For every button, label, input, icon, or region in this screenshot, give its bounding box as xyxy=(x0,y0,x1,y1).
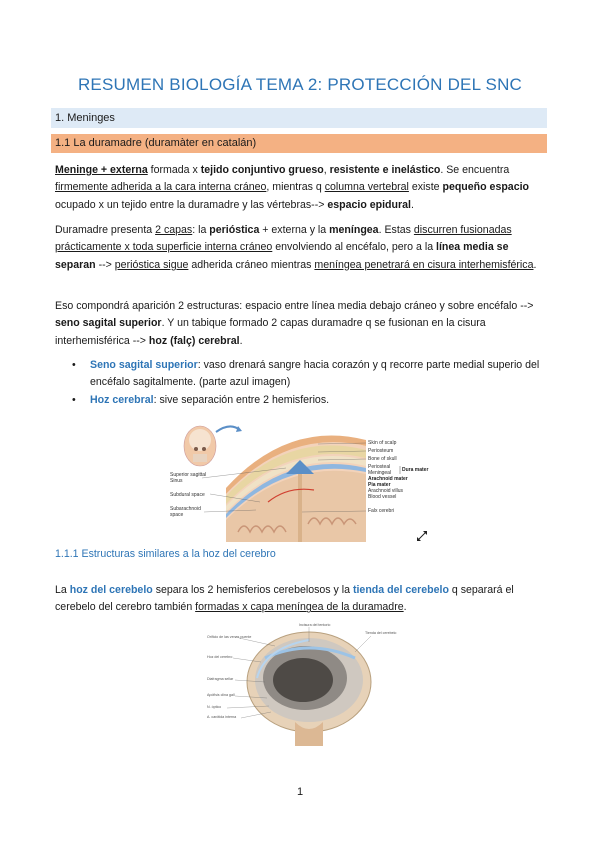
label-subarachnoid: Subarachnoid xyxy=(170,506,201,512)
label-blood-vessel: Blood vessel xyxy=(368,494,397,500)
list-item: • Hoz cerebral: sive separación entre 2 hemisferios. xyxy=(55,392,547,409)
section-heading-meninges: 1. Meninges xyxy=(51,108,547,128)
label-falx-cerebri: Falx cerebri xyxy=(368,508,395,514)
label-pia-mater: Pia mater xyxy=(368,482,391,488)
tentorium-diagram xyxy=(205,618,397,746)
label-a-carotida: A. carótida interna xyxy=(207,715,237,719)
bullet-list xyxy=(55,357,547,410)
paragraph-duramadre-capas: Duramadre presenta 2 capas: la perióstica + externa y la meníngea. Estas discurren fusionadas prácticamente x toda superficie interna cráneo envolviendo al encéfalo, pero a la línea media se separan --> perióstica sigue adherida cráneo mientras meníngea penetrará en cisura interhemisférica. xyxy=(55,224,537,271)
paragraph-duramadre-intro: Meninge + externa formada x tejido conjuntivo grueso, resistente e inelástico. Se encuentra firmemente adherida a la cara interna cráneo, mientras q columna vertebral existe pequeño espacio ocupado x un tejido entre la duramadre y las vértebras--> espacio epidural. xyxy=(55,164,530,211)
label-skin-of-scalp: Skin of scalp xyxy=(368,440,397,446)
label-tienda-cerebelo: Tienda del cerebelo xyxy=(365,631,397,635)
label-superior-sagittal: Superior sagittal xyxy=(170,472,207,478)
label-space: space xyxy=(170,512,184,518)
label-arachnoid-mater: Arachnoid mater xyxy=(368,476,408,482)
page-title: RESUMEN BIOLOGÍA TEMA 2: PROTECCIÓN DEL SNC xyxy=(77,75,523,94)
label-hoz-cerebro: Hoz del cerebro xyxy=(207,655,233,659)
label-apofisis: Apófisis clina gall xyxy=(207,693,235,697)
label-subdural-space: Subdural space xyxy=(170,492,205,498)
page-number: 1 xyxy=(296,786,304,798)
label-orificio-venas: Orificio de las venas puente xyxy=(207,635,252,639)
meninges-diagram xyxy=(168,416,430,546)
section-heading-duramadre: 1.1 La duramadre (duramàter en catalán) xyxy=(51,134,547,153)
label-n-optico: N. óptico xyxy=(207,705,222,709)
label-periosteal: Periosteal xyxy=(368,464,391,470)
label-periosteum: Periosteum xyxy=(368,448,394,454)
list-item: • Seno sagital superior: vaso drenará sangre hacia corazón y q recorre parte medial superio del encéfalo sagitalmente. (parte azul imagen) xyxy=(72,359,540,388)
label-diafragma: Diafragma sellar xyxy=(207,677,234,681)
label-arachnoid-villus: Arachnoid villus xyxy=(368,488,404,494)
subsection-heading: 1.1.1 Estructuras similares a la hoz del cerebro xyxy=(55,548,276,560)
label-incisura: Incisura del tentorio xyxy=(299,623,331,627)
bullet-dot: • xyxy=(72,394,76,406)
bullet-dot: • xyxy=(72,359,76,371)
label-dura-mater: Dura mater xyxy=(402,467,429,473)
label-meningeal: Meningeal xyxy=(368,470,392,476)
head-silhouette-icon xyxy=(184,426,216,466)
paragraph-estructuras: Eso compondrá aparición 2 estructuras: espacio entre línea media debajo cráneo y sobre encéfalo --> seno sagital superior. Y un tabique formado 2 capas duramadre q se fusionan en la cisura interhemisférica --> hoz (falç) cerebral. xyxy=(55,300,534,347)
paragraph-hoz-cerebelo: La hoz del cerebelo separa los 2 hemisferios cerebelosos y la tienda del cerebelo q separará el cerebelo del cerebro también formadas x capa meníngea de la duramadre. xyxy=(55,584,514,614)
label-bone-of-skull: Bone of skull xyxy=(368,456,397,462)
label-sinus: Sinus xyxy=(170,478,183,484)
